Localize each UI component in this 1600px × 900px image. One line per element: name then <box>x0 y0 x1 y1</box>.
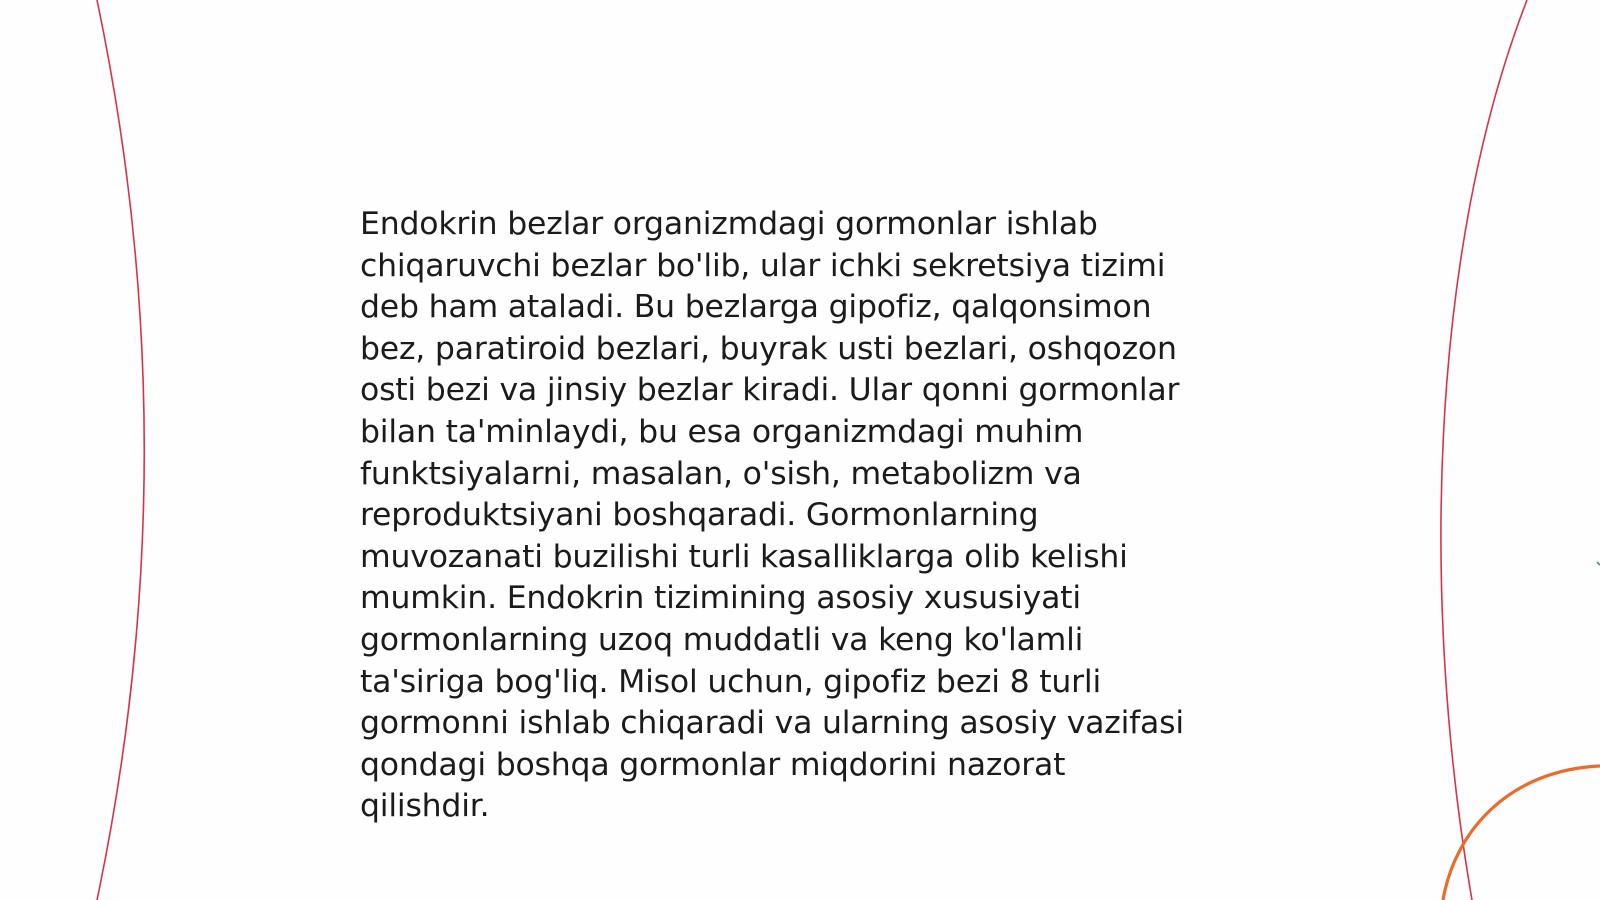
body-text: Endokrin bezlar organizmdagi gormonlar ishlab chiqaruvchi bezlar bo'lib, ular ichki sekretsiya tizimi deb ham ataladi. Bu bezlarga gipofiz, qalqonsimon bez, paratiroid bezlari, buyrak usti bezlari, oshqozon osti bezi va jinsiy bezlar kiradi. Ular qonni gormonlar bilan ta'minlaydi, bu esa organizmdagi muhim funktsiyalarni, masalan, o'sish, metabolizm va reproduktsiyani boshqaradi. Gormonlarning muvozanati buzilishi turli kasalliklarga olib kelishi mumkin. Endokrin tizimining asosiy xususiyati gormonlarning uzoq muddatli va keng ko'lamli ta'siriga bog'liq. Misol uchun, gipofiz bezi 8 turli gormonni ishlab chiqaradi va ularning asosiy vazifasi qondagi boshqa gormonlar miqdorini nazorat qilishdir. <box>360 206 1184 825</box>
orange-arc <box>1443 766 1600 900</box>
left-curve <box>97 0 144 900</box>
right-curve <box>1441 0 1527 900</box>
